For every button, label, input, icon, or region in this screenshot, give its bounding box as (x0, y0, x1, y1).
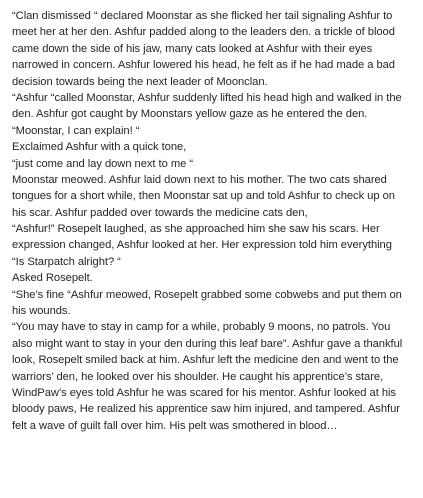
story-line: look, Rosepelt smiled back at him. Ashfur left the medicine den and went to the (12, 354, 399, 367)
story-line: felt a wave of guilt fall over him. His pelt was smothered in blood… (12, 419, 338, 432)
story-line: “Clan dismissed “ declared Moonstar as she flicked her tail signaling Ashfur to (12, 10, 393, 22)
story-line: tongues for a short while, then Moonstar sat up and told Ashfur to check up on (12, 190, 395, 203)
story-line: Asked Rosepelt. (12, 272, 93, 285)
story-line: “Is Starpatch alright? “ (12, 255, 121, 268)
story-text-block (12, 8, 420, 434)
story-line: Exclaimed Ashfur with a quick tone, (12, 141, 187, 154)
story-line: expression changed, Ashfur looked at her. Her expression told him everything (12, 239, 392, 252)
story-line: “Ashfur “called Moonstar, Ashfur suddenly lifted his head high and walked in the (12, 91, 402, 104)
story-line: “Ashfur!” Rosepelt laughed, as she approached him she saw his scars. Her (12, 223, 380, 236)
story-line: also might want to stay in your den during this leaf bare”. Ashfur gave a thankful (12, 337, 403, 350)
story-line: his wounds. (12, 305, 71, 318)
story-line: meet her at her den. Ashfur padded along to the leaders den. a trickle of blood (12, 26, 395, 39)
story-line: WindPaw’s eyes told Ashfur he was scared for his mentor. Ashfur looked at his (12, 386, 396, 399)
story-line: came down the side of his jaw, many cats looked at Ashfur with their eyes (12, 42, 373, 55)
story-line: Moonstar meowed. Ashfur laid down next to his mother. The two cats shared (12, 173, 387, 186)
story-line: narrowed in concern. Ashfur lowered his head, he felt as if he had made a bad (12, 59, 395, 72)
story-line: den. Ashfur got caught by Moonstars yellow gaze as he entered the den. (12, 108, 368, 121)
story-line: decision towards being the next leader of Moonclan. (12, 75, 268, 88)
story-line: “You may have to stay in camp for a while, probably 9 moons, no patrols. You (12, 321, 391, 334)
story-line: “She’s fine “Ashfur meowed, Rosepelt grabbed some cobwebs and put them on (12, 288, 402, 301)
story-line: “Moonstar, I can explain! “ (12, 124, 140, 137)
story-line: his scar. Ashfur padded over towards the medicine cats den, (12, 206, 308, 219)
story-line: “just come and lay down next to me “ (12, 157, 194, 170)
story-line: bloody paws, He realized his apprentice saw him injured, and tampered. Ashfur (12, 403, 400, 416)
story-line: warriors’ den, he looked over his shoulder. He caught his apprentice’s stare, (12, 370, 384, 383)
